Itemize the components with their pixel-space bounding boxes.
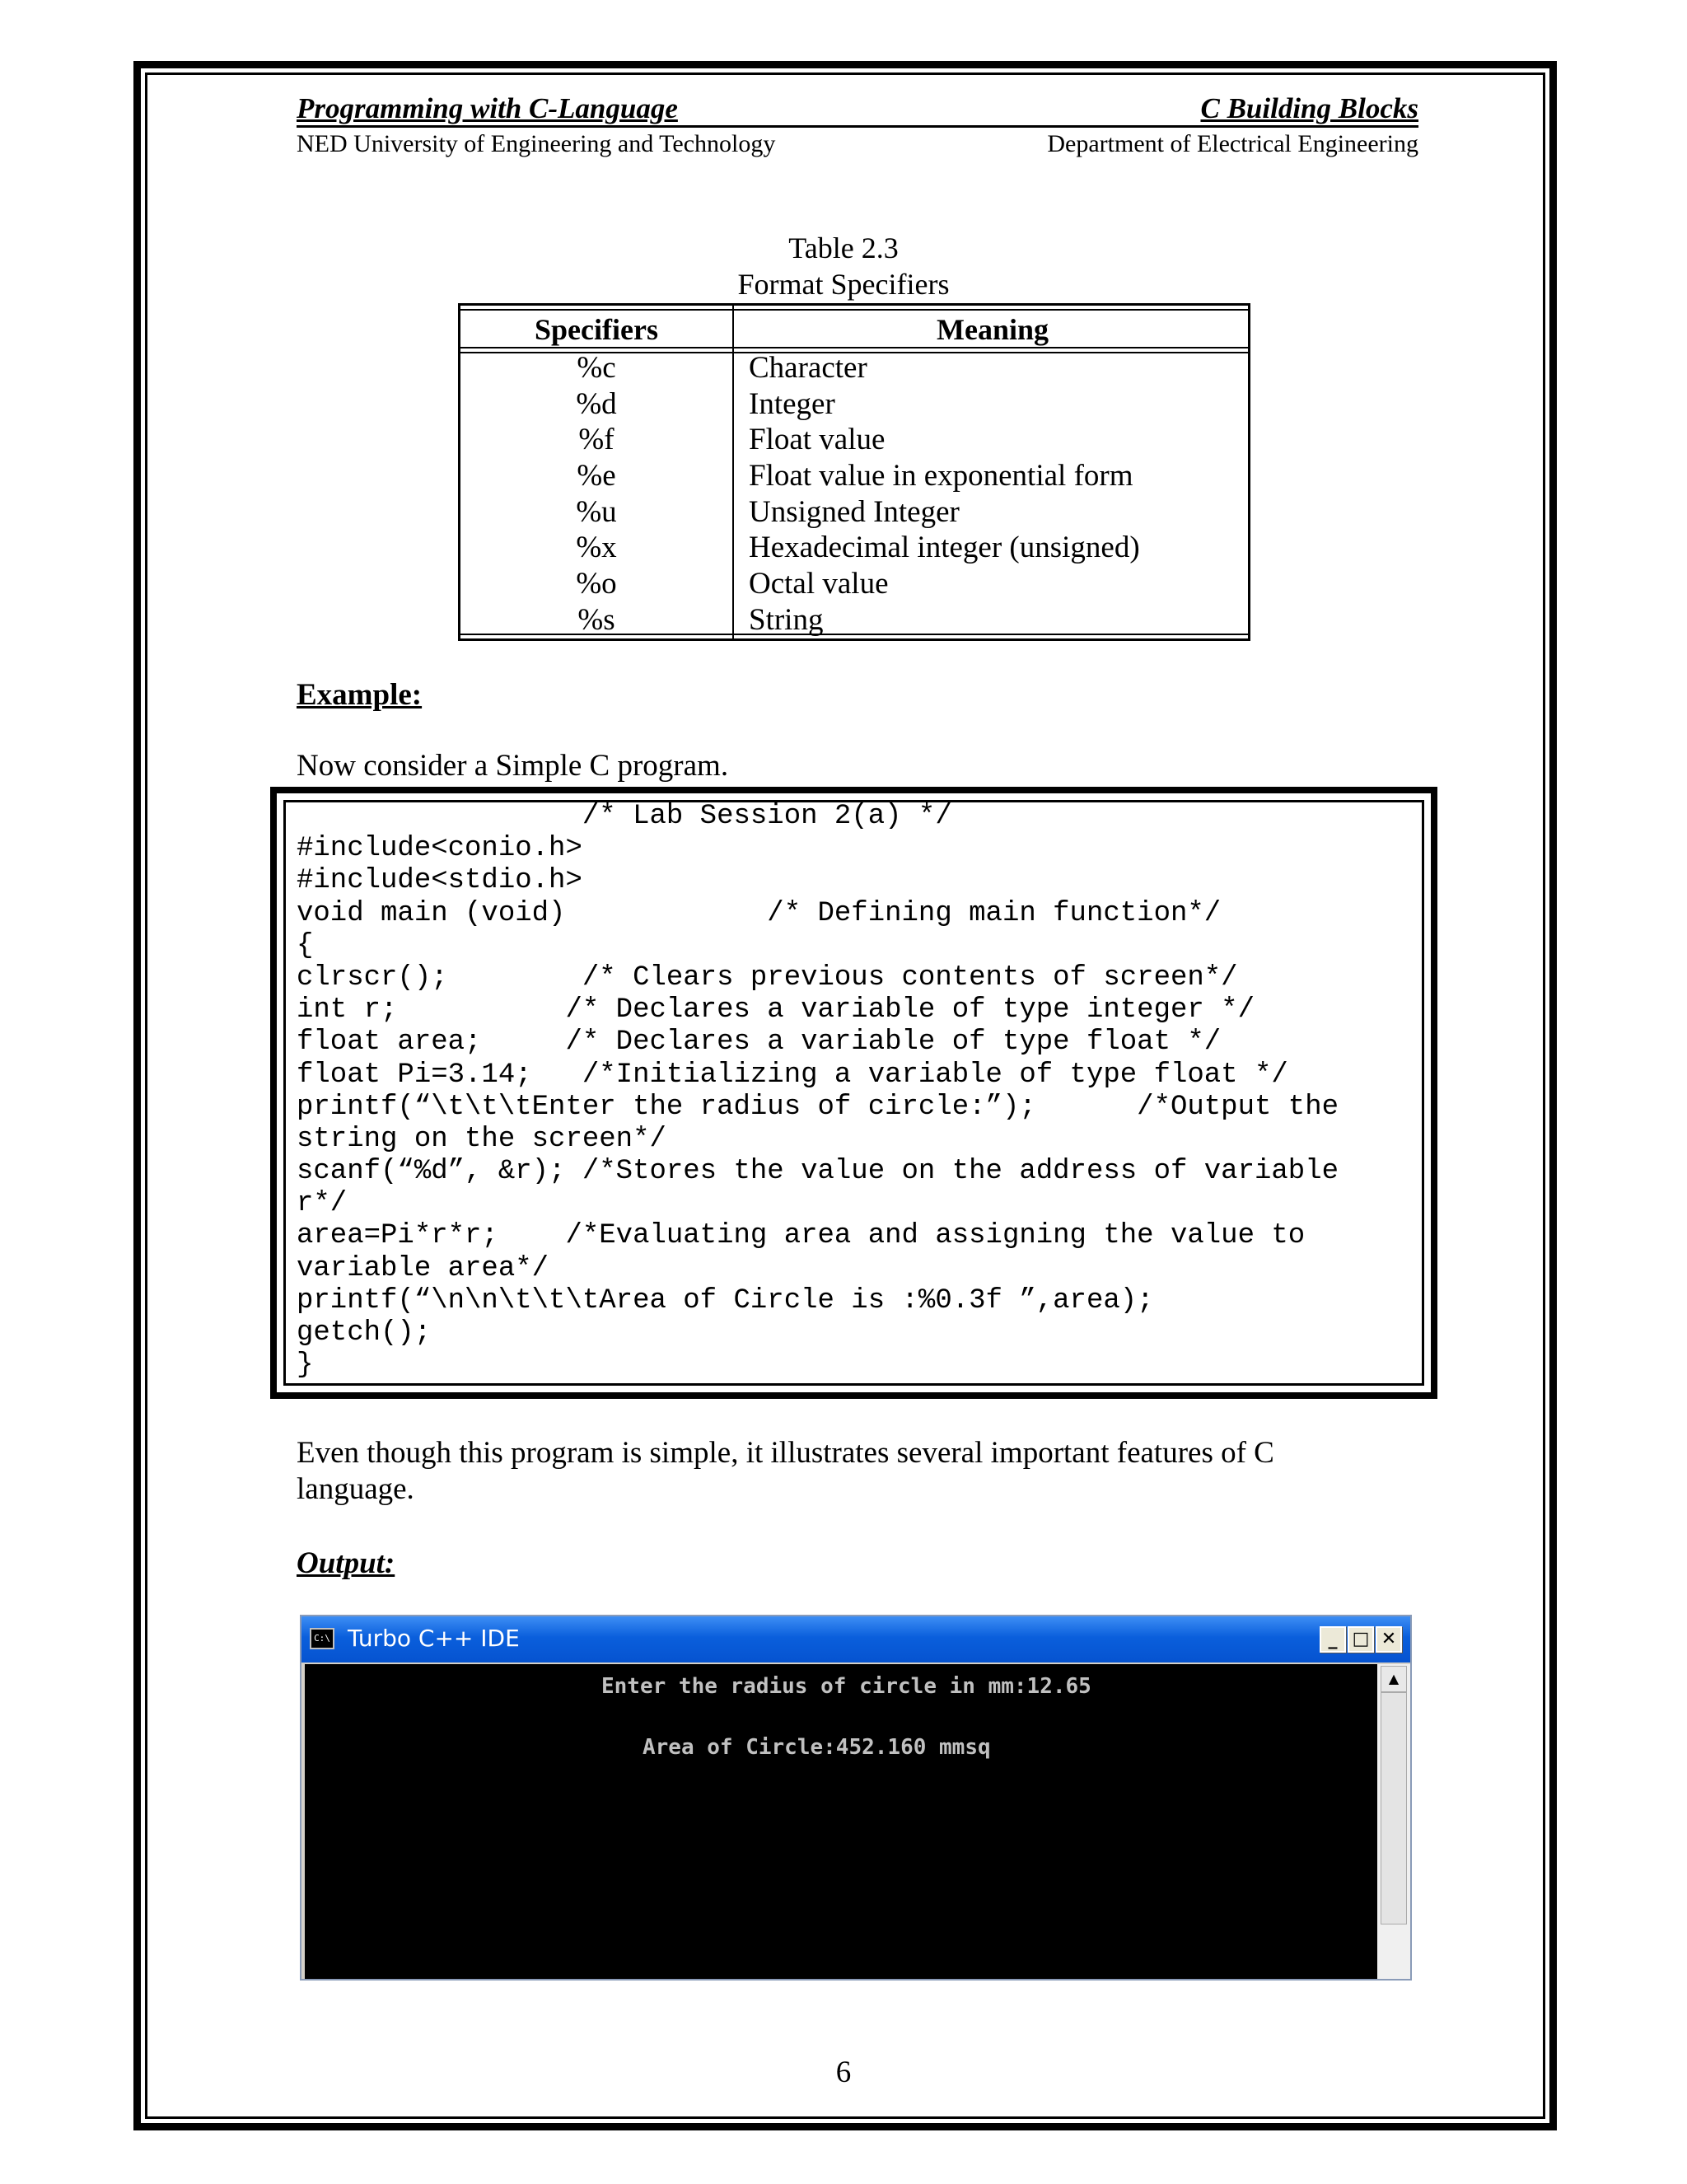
page-number: 6 [835, 2055, 852, 2089]
table-cell-meaning: Float value in exponential form [749, 459, 1133, 493]
close-button[interactable]: ✕ [1376, 1626, 1402, 1653]
table-cell-specifier: %x [576, 531, 617, 565]
table-cell-meaning: Character [749, 351, 867, 385]
header-chapter-title: C Building Blocks [1200, 92, 1418, 124]
code-line: r*/ [297, 1188, 348, 1220]
code-line: #include<conio.h> [297, 833, 582, 865]
turbo-cpp-window [300, 1615, 1412, 1981]
table-title: Format Specifiers [737, 268, 950, 301]
table-cell-specifier: %u [576, 494, 617, 529]
format-specifiers-table [458, 303, 1250, 641]
code-line: printf(“\t\t\tEnter the radius of circle:”); /*Output the [297, 1091, 1339, 1123]
meaning-column [749, 350, 1243, 638]
console-line: Area of Circle:452.160 mmsq [643, 1735, 991, 1760]
specifier-column [460, 350, 732, 638]
minimize-button[interactable]: _ [1320, 1626, 1346, 1653]
code-line: /* Lab Session 2(a) */ [297, 801, 952, 832]
table-cell-meaning: Hexadecimal integer (unsigned) [749, 531, 1140, 565]
scroll-thumb[interactable] [1381, 1692, 1407, 1924]
code-line: float area; /* Declares a variable of type float */ [297, 1027, 1222, 1059]
table-cell-specifier: %e [577, 459, 616, 493]
table-cell-specifier: %d [576, 386, 617, 421]
code-line: #include<stdio.h> [297, 865, 582, 897]
console-output [305, 1664, 1377, 1981]
code-line: clrscr(); /* Clears previous contents of screen*/ [297, 961, 1238, 994]
output-heading: Output: [297, 1546, 395, 1580]
code-line: { [297, 929, 314, 961]
table-cell-specifier: %c [577, 351, 616, 385]
header-department: Department of Electrical Engineering [1047, 130, 1418, 157]
code-line: printf(“\n\n\t\t\tArea of Circle is :%0.3f ”,area); [297, 1284, 1154, 1316]
console-icon: C:\ [310, 1628, 334, 1649]
code-line: scanf(“%d”, &r); /*Stores the value on the address of variable [297, 1156, 1339, 1188]
table-number: Table 2.3 [788, 231, 899, 264]
code-line: int r; /* Declares a variable of type integer */ [297, 994, 1255, 1027]
vertical-scrollbar[interactable] [1377, 1664, 1410, 1981]
code-line: void main (void) /* Defining main function*/ [297, 897, 1222, 929]
code-line: getch(); [297, 1317, 432, 1349]
column-header-meaning: Meaning [936, 313, 1049, 346]
header-rule [297, 125, 1418, 128]
header-course-title: Programming with C-Language [297, 92, 678, 124]
console-line: Enter the radius of circle in mm:12.65 [601, 1674, 1091, 1699]
code-line: float Pi=3.14; /*Initializing a variable of type float */ [297, 1059, 1288, 1091]
table-cell-specifier: %s [577, 602, 615, 637]
code-line: area=Pi*r*r; /*Evaluating area and assigning the value to [297, 1220, 1306, 1252]
table-cell-specifier: %f [578, 423, 615, 457]
window-title: Turbo C++ IDE [348, 1625, 520, 1652]
scroll-up-button[interactable]: ▲ [1381, 1666, 1407, 1692]
code-line: } [297, 1349, 314, 1382]
maximize-button[interactable]: □ [1348, 1626, 1374, 1653]
table-cell-specifier: %o [576, 567, 617, 601]
window-titlebar[interactable] [301, 1616, 1410, 1663]
example-heading: Example: [297, 678, 423, 712]
table-cell-meaning: Float value [749, 423, 886, 457]
code-listing [297, 801, 1417, 1382]
table-cell-meaning: Unsigned Integer [749, 494, 960, 529]
code-line: string on the screen*/ [297, 1123, 666, 1155]
table-cell-meaning: String [749, 602, 824, 637]
code-line: variable area*/ [297, 1252, 549, 1284]
intro-paragraph: Now consider a Simple C program. [297, 749, 729, 783]
table-cell-meaning: Integer [749, 386, 835, 421]
table-cell-meaning: Octal value [749, 567, 889, 601]
column-header-specifiers: Specifiers [535, 313, 658, 346]
header-university: NED University of Engineering and Technology [297, 130, 776, 157]
explanation-paragraph: Even though this program is simple, it illustrates several important features of C language. [297, 1436, 1274, 1506]
